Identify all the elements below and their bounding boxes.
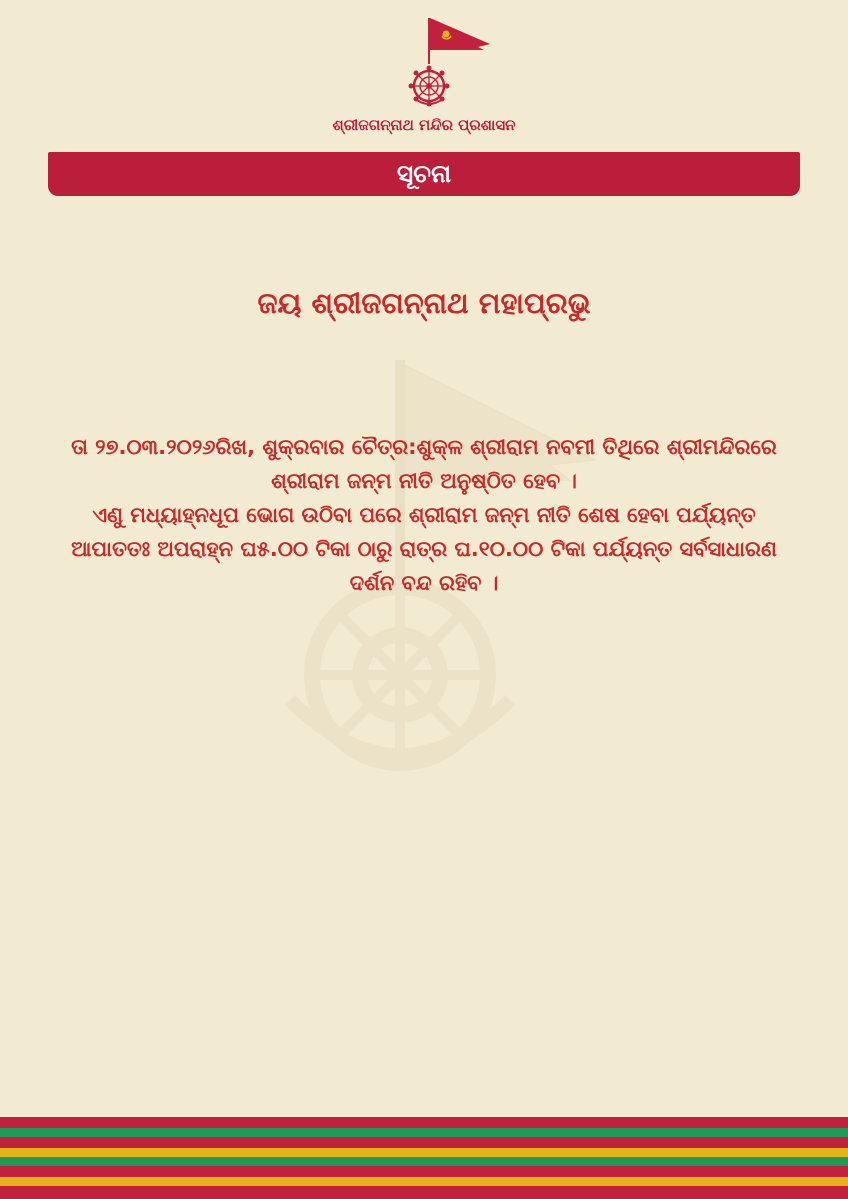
footer-stripes [0, 1117, 848, 1199]
notice-banner [48, 152, 800, 196]
salutation-heading: ଜୟ ଶ୍ରୀଜଗନ୍ନାଥ ମହାପ୍ରଭୁ [257, 286, 591, 320]
notice-line: ଶ୍ରୀରାମ ଜନ୍ମ ନୀତି ଅନୁଷ୍ଠିତ ହେବ । [271, 469, 577, 493]
footer-stripe [0, 1137, 848, 1148]
footer-stripe [0, 1157, 848, 1166]
footer-stripe [0, 1128, 848, 1137]
temple-logo-icon [390, 14, 500, 109]
notice-line: ଏଣୁ ମଧ୍ୟାହ୍ନଧୂପ ଭୋଗ ଉଠିବା ପରେ ଶ୍ରୀରାମ ଜନ୍ମ ନୀତି ଶେଷ ହେବା ପର୍ଯ୍ୟନ୍ତ [92, 503, 756, 527]
notice-line: ତା ୨୭.୦୩.୨୦୨୬ରିଖ, ଶୁକ୍ରବାର ଚୈତ୍ର:ଶୁକ୍ଳ ଶ୍ରୀରାମ ନବମୀ ତିଥିରେ ଶ୍ରୀମନ୍ଦିରରେ [71, 435, 777, 459]
organization-name: ଶ୍ରୀଜଗନ୍ନାଥ ମନ୍ଦିର ପ୍ରଶାସନ [332, 116, 516, 134]
banner-title: ସୂଚନା [396, 159, 452, 188]
footer-stripe [0, 1186, 848, 1199]
notice-body [40, 430, 808, 600]
footer-stripe [0, 1177, 848, 1186]
notice-line: ଦର୍ଶନ ବନ୍ଦ ରହିବ । [349, 571, 499, 595]
footer-stripe [0, 1166, 848, 1177]
footer-stripe [0, 1148, 848, 1157]
footer-stripe [0, 1117, 848, 1128]
notice-line: ଆପାତତଃ ଅପରାହ୍ନ ଘ୫.୦୦ ଟିକା ଠାରୁ ରାତ୍ର ଘ.୧୦.୦୦ ଟିକା ପର୍ଯ୍ୟନ୍ତ ସର୍ବସାଧାରଣ [71, 537, 777, 561]
